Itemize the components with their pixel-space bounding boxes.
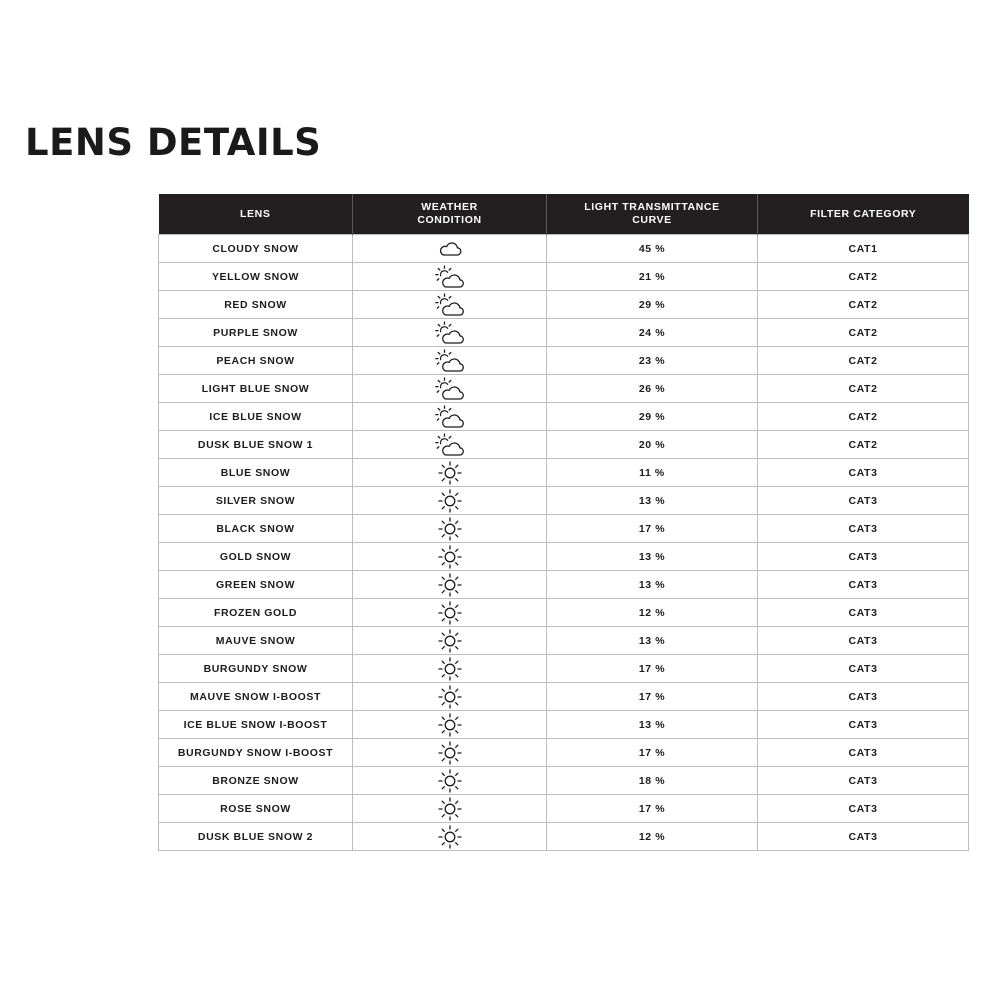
sun-icon — [438, 489, 462, 513]
table-row — [159, 683, 969, 711]
header-lens-label: LENS — [240, 207, 271, 220]
light-transmittance-cell: 18 % — [547, 767, 758, 795]
light-transmittance-cell: 13 % — [547, 487, 758, 515]
filter-category-cell: CAT3 — [758, 767, 969, 795]
light-transmittance-cell: 23 % — [547, 347, 758, 375]
filter-category-cell: CAT3 — [758, 711, 969, 739]
light-transmittance-cell: 13 % — [547, 543, 758, 571]
weather-condition-cell — [353, 263, 547, 291]
lens-name-cell: DUSK BLUE SNOW 2 — [159, 823, 353, 851]
light-transmittance-cell: 17 % — [547, 795, 758, 823]
sun-icon — [438, 685, 462, 709]
sun-icon — [438, 629, 462, 653]
table-header-row — [159, 194, 969, 235]
filter-category-cell: CAT3 — [758, 627, 969, 655]
light-transmittance-cell: 13 % — [547, 571, 758, 599]
light-transmittance-cell: 29 % — [547, 291, 758, 319]
table-row — [159, 627, 969, 655]
table-row — [159, 655, 969, 683]
table-row — [159, 543, 969, 571]
table-row — [159, 823, 969, 851]
table-row — [159, 459, 969, 487]
sun-icon — [438, 517, 462, 541]
lens-name-cell: ROSE SNOW — [159, 795, 353, 823]
header-weather-label-line1: WEATHER — [421, 201, 478, 213]
table-row — [159, 235, 969, 263]
sun-icon — [438, 825, 462, 849]
lens-name-cell: LIGHT BLUE SNOW — [159, 375, 353, 403]
lens-name-cell: YELLOW SNOW — [159, 263, 353, 291]
table-row — [159, 515, 969, 543]
filter-category-cell: CAT3 — [758, 487, 969, 515]
lens-name-cell: ICE BLUE SNOW — [159, 403, 353, 431]
filter-category-cell: CAT3 — [758, 543, 969, 571]
sun-icon — [438, 741, 462, 765]
header-light-label-line2: CURVE — [632, 214, 672, 226]
table-row — [159, 319, 969, 347]
table-row — [159, 347, 969, 375]
weather-condition-cell — [353, 375, 547, 403]
light-transmittance-cell: 17 % — [547, 683, 758, 711]
light-transmittance-cell: 12 % — [547, 823, 758, 851]
lens-name-cell: FROZEN GOLD — [159, 599, 353, 627]
light-transmittance-cell: 13 % — [547, 711, 758, 739]
table-row — [159, 375, 969, 403]
filter-category-cell: CAT2 — [758, 263, 969, 291]
header-filter-category — [758, 194, 969, 235]
sun-cloud-icon — [435, 293, 465, 317]
lens-name-cell: BLUE SNOW — [159, 459, 353, 487]
table-row — [159, 487, 969, 515]
table-row — [159, 599, 969, 627]
lens-name-cell: DUSK BLUE SNOW 1 — [159, 431, 353, 459]
lens-name-cell: BLACK SNOW — [159, 515, 353, 543]
sun-cloud-icon — [435, 349, 465, 373]
weather-condition-cell — [353, 823, 547, 851]
lens-name-cell: BURGUNDY SNOW — [159, 655, 353, 683]
lens-name-cell: MAUVE SNOW I-BOOST — [159, 683, 353, 711]
table-row — [159, 767, 969, 795]
header-lens — [159, 194, 353, 235]
sun-cloud-icon — [435, 265, 465, 289]
filter-category-cell: CAT3 — [758, 459, 969, 487]
header-light-label-line1: LIGHT TRANSMITTANCE — [584, 201, 720, 213]
header-weather-condition — [353, 194, 547, 235]
weather-condition-cell — [353, 487, 547, 515]
light-transmittance-cell: 17 % — [547, 739, 758, 767]
lens-name-cell: PURPLE SNOW — [159, 319, 353, 347]
light-transmittance-cell: 12 % — [547, 599, 758, 627]
weather-condition-cell — [353, 431, 547, 459]
filter-category-cell: CAT3 — [758, 823, 969, 851]
weather-condition-cell — [353, 515, 547, 543]
table-row — [159, 571, 969, 599]
lens-details-table — [158, 194, 969, 851]
light-transmittance-cell: 26 % — [547, 375, 758, 403]
weather-condition-cell — [353, 571, 547, 599]
lens-name-cell: MAUVE SNOW — [159, 627, 353, 655]
lens-name-cell: GOLD SNOW — [159, 543, 353, 571]
weather-condition-cell — [353, 235, 547, 263]
weather-condition-cell — [353, 655, 547, 683]
sun-icon — [438, 601, 462, 625]
weather-condition-cell — [353, 291, 547, 319]
light-transmittance-cell: 13 % — [547, 627, 758, 655]
sun-icon — [438, 461, 462, 485]
sun-cloud-icon — [435, 433, 465, 457]
sun-icon — [438, 573, 462, 597]
sun-icon — [438, 769, 462, 793]
lens-name-cell: GREEN SNOW — [159, 571, 353, 599]
sun-cloud-icon — [435, 377, 465, 401]
table-row — [159, 263, 969, 291]
filter-category-cell: CAT3 — [758, 515, 969, 543]
table-row — [159, 403, 969, 431]
filter-category-cell: CAT2 — [758, 347, 969, 375]
lens-name-cell: PEACH SNOW — [159, 347, 353, 375]
weather-condition-cell — [353, 599, 547, 627]
weather-condition-cell — [353, 739, 547, 767]
table-row — [159, 795, 969, 823]
lens-name-cell: RED SNOW — [159, 291, 353, 319]
table-body — [159, 235, 969, 851]
light-transmittance-cell: 17 % — [547, 655, 758, 683]
cloud-icon — [437, 238, 463, 260]
filter-category-cell: CAT2 — [758, 375, 969, 403]
filter-category-cell: CAT2 — [758, 403, 969, 431]
table-row — [159, 711, 969, 739]
filter-category-cell: CAT3 — [758, 571, 969, 599]
light-transmittance-cell: 17 % — [547, 515, 758, 543]
light-transmittance-cell: 11 % — [547, 459, 758, 487]
table-row — [159, 739, 969, 767]
filter-category-cell: CAT3 — [758, 599, 969, 627]
light-transmittance-cell: 24 % — [547, 319, 758, 347]
light-transmittance-cell: 20 % — [547, 431, 758, 459]
table-row — [159, 291, 969, 319]
weather-condition-cell — [353, 627, 547, 655]
light-transmittance-cell: 45 % — [547, 235, 758, 263]
weather-condition-cell — [353, 711, 547, 739]
sun-cloud-icon — [435, 405, 465, 429]
light-transmittance-cell: 29 % — [547, 403, 758, 431]
weather-condition-cell — [353, 459, 547, 487]
filter-category-cell: CAT2 — [758, 291, 969, 319]
sun-icon — [438, 545, 462, 569]
filter-category-cell: CAT3 — [758, 655, 969, 683]
weather-condition-cell — [353, 319, 547, 347]
weather-condition-cell — [353, 347, 547, 375]
lens-name-cell: SILVER SNOW — [159, 487, 353, 515]
sun-cloud-icon — [435, 321, 465, 345]
weather-condition-cell — [353, 795, 547, 823]
header-light-transmittance — [547, 194, 758, 235]
weather-condition-cell — [353, 683, 547, 711]
light-transmittance-cell: 21 % — [547, 263, 758, 291]
table-row — [159, 431, 969, 459]
filter-category-cell: CAT3 — [758, 683, 969, 711]
lens-name-cell: CLOUDY SNOW — [159, 235, 353, 263]
filter-category-cell: CAT2 — [758, 431, 969, 459]
sun-icon — [438, 797, 462, 821]
filter-category-cell: CAT2 — [758, 319, 969, 347]
lens-name-cell: BURGUNDY SNOW I-BOOST — [159, 739, 353, 767]
sun-icon — [438, 713, 462, 737]
weather-condition-cell — [353, 767, 547, 795]
header-filter-label: FILTER CATEGORY — [810, 207, 917, 220]
filter-category-cell: CAT1 — [758, 235, 969, 263]
sun-icon — [438, 657, 462, 681]
weather-condition-cell — [353, 543, 547, 571]
weather-condition-cell — [353, 403, 547, 431]
lens-name-cell: ICE BLUE SNOW I-BOOST — [159, 711, 353, 739]
filter-category-cell: CAT3 — [758, 739, 969, 767]
header-weather-label-line2: CONDITION — [417, 214, 482, 226]
page-title: LENS DETAILS — [25, 121, 322, 164]
filter-category-cell: CAT3 — [758, 795, 969, 823]
lens-name-cell: BRONZE SNOW — [159, 767, 353, 795]
